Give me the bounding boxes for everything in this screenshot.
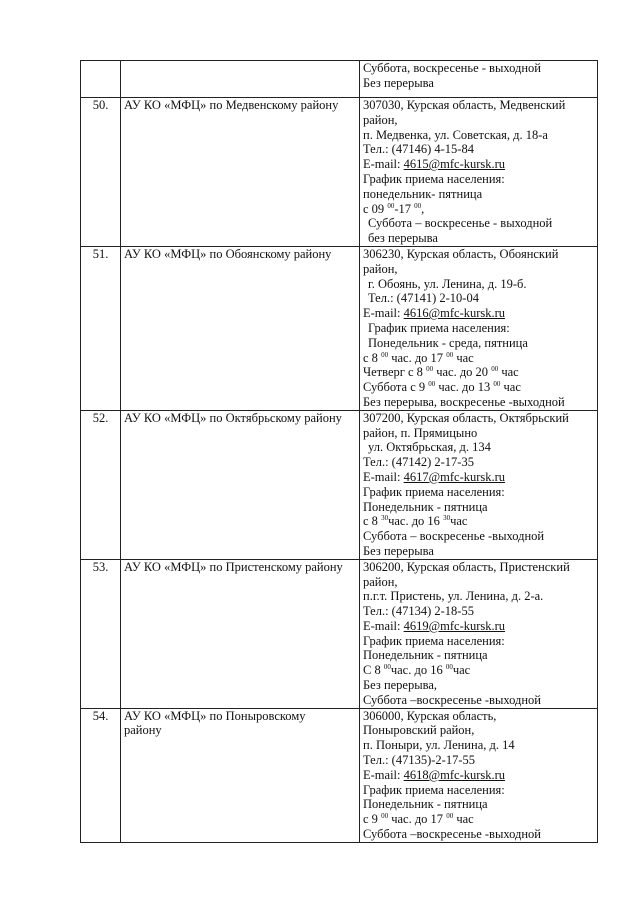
schedule-line: С 8 $^{00}$час. до 16 $^{00}$час [363,663,471,678]
info-cell [360,410,598,559]
info-cell [360,246,598,410]
schedule-line: Понедельник - пятница [363,499,488,514]
info-cell [360,708,598,842]
address-line: район, [363,112,398,127]
schedule-line: без перерыва [368,231,438,246]
schedule-line: Без перерыва [363,75,434,90]
organization-cell [121,708,360,842]
address-line: 307030, Курская область, Медвенский [363,98,566,112]
address-line: район, [363,574,398,589]
table-row [81,61,598,98]
email-link[interactable]: 4617@mfc-kursk.ru [403,469,506,484]
schedule-line: Суббота – воскресенье -выходной [363,529,545,544]
info-cell [360,61,598,98]
address-line: район, п. Прямицыно [363,425,478,440]
table-row [81,98,598,247]
email-line: E-mail: 4619@mfc-kursk.ru [363,618,506,633]
schedule-line: Понедельник - среда, пятница [368,335,528,350]
row-number-cell: 53. [81,559,121,708]
schedule-title: График приема населения: [363,484,505,499]
schedule-line: Суббота –воскресенье -выходной [363,827,541,842]
row-number-cell: 52. [81,410,121,559]
organization-cell: АУ КО «МФЦ» по Медвенскому району [121,98,360,247]
address-line: район, [363,261,398,276]
schedule-line: с 9 $^{00}$ час. до 17 $^{00}$ час [363,812,474,827]
info-cell [360,559,598,708]
phone-line: Тел.: (47141) 2-10-04 [368,291,479,306]
schedule-line: Без перерыва, воскресенье -выходной [363,394,565,409]
phone-line: Тел.: (47134) 2-18-55 [363,604,474,619]
address-line: п. Медвенка, ул. Советская, д. 18-а [363,127,548,142]
phone-line: Тел.: (47142) 2-17-35 [363,455,474,470]
email-line: E-mail: 4615@mfc-kursk.ru [363,157,506,172]
schedule-title: График приема населения: [368,320,510,335]
table-row [81,246,598,410]
info-cell [360,98,598,247]
organization-cell: АУ КО «МФЦ» по Октябрьскому району [121,410,360,559]
address-line: 307200, Курская область, Октябрьский [363,410,569,425]
schedule-line: с 8 $^{30}$час. до 16 $^{30}$час [363,514,468,529]
email-link[interactable]: 4619@mfc-kursk.ru [403,618,506,633]
table-row [81,708,598,842]
organization-cell: АУ КО «МФЦ» по Обоянскому району [121,246,360,410]
address-line: 306000, Курская область, [363,708,497,723]
row-number-cell: 50. [81,98,121,247]
schedule-line: Суббота с 9 $^{00}$ час. до 13 $^{00}$ час [363,380,521,395]
table-row [81,559,598,708]
organization-line: АУ КО «МФЦ» по Поныровскому [124,708,306,723]
address-line: п.г.т. Пристень, ул. Ленина, д. 2-а. [363,589,544,604]
schedule-line: Без перерыва, [363,678,438,693]
email-line: E-mail: 4616@mfc-kursk.ru [363,306,506,321]
mfc-offices-table [80,60,598,843]
phone-line: Тел.: (47135)-2-17-55 [363,753,475,768]
schedule-line: Без перерыва [363,543,434,558]
organization-cell [121,61,360,98]
email-line: E-mail: 4617@mfc-kursk.ru [363,469,506,484]
address-line: п. Поныри, ул. Ленина, д. 14 [363,738,515,753]
email-link[interactable]: 4618@mfc-kursk.ru [403,767,506,782]
schedule-line: Понедельник - пятница [363,648,488,663]
table-row [81,410,598,559]
address-line: 306200, Курская область, Пристенский [363,559,570,574]
row-number-cell [81,61,121,98]
schedule-title: График приема населения: [363,633,505,648]
schedule-line: с 8 $^{00}$ час. до 17 $^{00}$ час [363,350,474,365]
email-link[interactable]: 4616@mfc-kursk.ru [403,306,506,321]
phone-line: Тел.: (47146) 4-15-84 [363,142,474,157]
schedule-line: Суббота, воскресенье - выходной [363,61,541,75]
schedule-line: Четверг с 8 $^{00}$ час. до 20 $^{00}$ час [363,365,519,380]
email-link[interactable]: 4615@mfc-kursk.ru [403,157,506,172]
row-number-cell: 51. [81,246,121,410]
schedule-line: Суббота – воскресенье - выходной [368,216,553,231]
schedule-line: с 09 $^{00}$-17 $^{00}$, [363,201,425,216]
organization-cell: АУ КО «МФЦ» по Пристенскому району [121,559,360,708]
address-line: Поныровский район, [363,723,475,738]
address-line: г. Обоянь, ул. Ленина, д. 19-б. [368,276,527,291]
schedule-line: Суббота –воскресенье -выходной [363,692,541,707]
address-line: 306230, Курская область, Обоянский [363,246,559,261]
address-line: ул. Октябрьская, д. 134 [368,440,491,455]
schedule-title: График приема населения: [363,171,505,186]
schedule-title: График приема населения: [363,782,505,797]
schedule-line: Понедельник - пятница [363,797,488,812]
schedule-line: понедельник- пятница [363,186,483,201]
row-number-cell: 54. [81,708,121,842]
organization-line: району [124,723,162,738]
email-line: E-mail: 4618@mfc-kursk.ru [363,767,506,782]
